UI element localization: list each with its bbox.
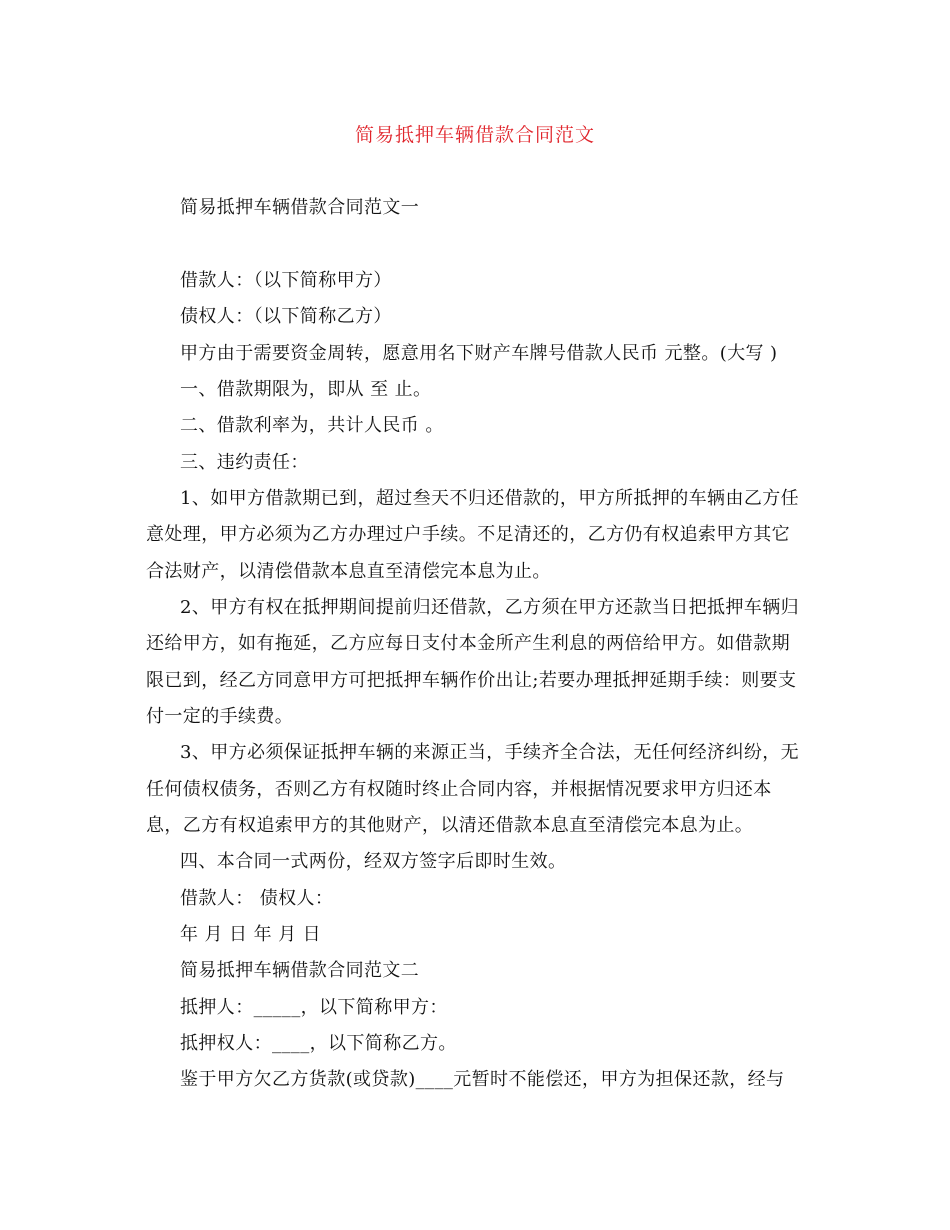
clause-2: 二、借款利率为，共计人民币 。	[180, 415, 444, 436]
paragraph-line: 息，乙方有权追索甲方的其他财产，以清还借款本息直至清偿完本息为止。	[146, 815, 754, 836]
mortgagee-line: 抵押权人：____，以下简称乙方。	[180, 1033, 457, 1054]
section-heading-1: 简易抵押车辆借款合同范文一	[180, 197, 420, 218]
section-heading-2: 简易抵押车辆借款合同范文二	[180, 960, 420, 981]
paragraph-line: 任何债权债务，否则乙方有权随时终止合同内容，并根据情况要求甲方归还本	[146, 779, 772, 800]
paragraph-line: 甲方由于需要资金周转，愿意用名下财产车牌号借款人民币 元整。(大写 )	[180, 343, 778, 364]
paragraph-line: 3、甲方必须保证抵押车辆的来源正当，手续齐全合法，无任何经济纠纷，无	[180, 742, 800, 763]
paragraph-line: 1、如甲方借款期已到，超过叁天不归还借款的，甲方所抵押的车辆由乙方任	[180, 488, 800, 509]
paragraph-line: 合法财产，以清偿借款本息直至清偿完本息为止。	[146, 561, 551, 582]
paragraph-line: 限已到，经乙方同意甲方可把抵押车辆作价出让;若要办理抵押延期手续：则要支	[146, 670, 797, 691]
paragraph-line: 意处理，甲方必须为乙方办理过户手续。不足清还的，乙方仍有权追索甲方其它	[146, 524, 790, 545]
paragraph-line: 还给甲方，如有拖延，乙方应每日支付本金所产生利息的两倍给甲方。如借款期	[146, 633, 790, 654]
borrower-line: 借款人：（以下简称甲方）	[180, 270, 392, 291]
creditor-line: 债权人：（以下简称乙方）	[180, 306, 392, 327]
paragraph-line: 鉴于甲方欠乙方货款(或贷款)____元暂时不能偿还，甲方为担保还款，经与	[180, 1069, 785, 1090]
clause-1: 一、借款期限为，即从 至 止。	[180, 379, 432, 400]
paragraph-line: 2、甲方有权在抵押期间提前归还借款，乙方须在甲方还款当日把抵押车辆归	[180, 597, 800, 618]
clause-4: 四、本合同一式两份，经双方签字后即时生效。	[180, 851, 567, 872]
mortgagor-line: 抵押人：_____，以下简称甲方：	[180, 997, 448, 1018]
paragraph-line: 付一定的手续费。	[146, 706, 294, 727]
date-line: 年 月 日 年 月 日	[180, 924, 322, 945]
signature-line: 借款人： 债权人：	[180, 888, 334, 909]
clause-3-heading: 三、违约责任：	[180, 452, 309, 473]
document-title: 简易抵押车辆借款合同范文	[354, 124, 595, 146]
